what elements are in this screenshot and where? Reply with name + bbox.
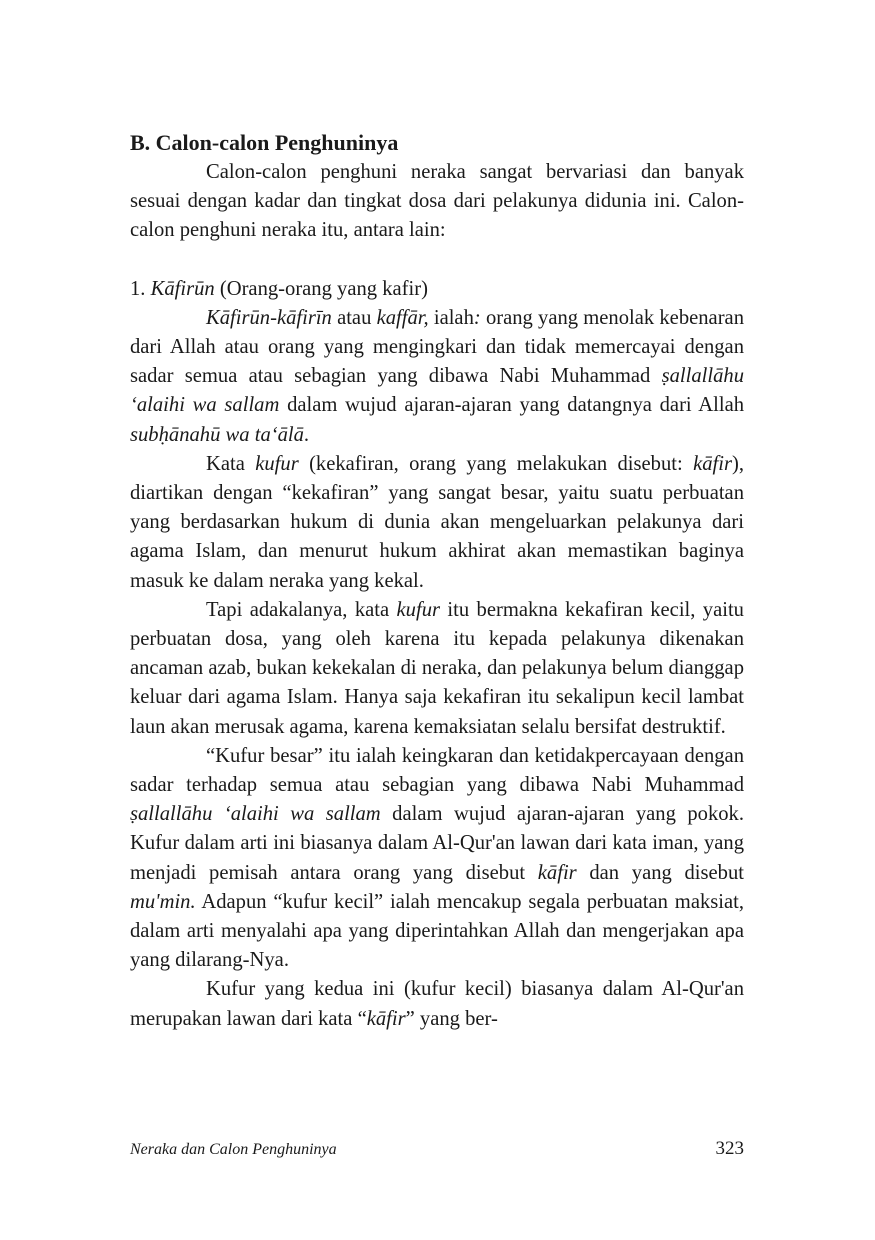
text-span: Kufur yang kedua ini (kufur kecil) biasanya dalam Al-Qur'an merupakan lawan dari kata “ — [130, 978, 744, 1030]
text-span: dalam wujud ajaran-ajaran yang pokok. Kufur dalam arti ini biasanya dalam Al-Qur'an lawan dari kata iman, yang menjadi pemisah antara orang yang disebut — [130, 803, 744, 884]
kufur-paragraph — [130, 450, 744, 596]
text-span: orang yang menolak kebenaran dari Allah atau orang yang mengingkari dan tidak memercayai dengan sadar semua atau sebagian yang dibawa Nabi Muhammad — [130, 306, 744, 388]
item-gloss: (Orang-orang yang kafir) — [214, 277, 428, 300]
text-span: itu bermakna kekafiran kecil, yaitu perbuatan dosa, yang oleh karena itu kepada pelakunya dikenakan ancaman azab, bukan kekekalan di neraka, dan pelakunya belum dianggap keluar dari agama Islam. Hanya saja kekafiran itu sekalipun kecil lambat laun akan merusak agama, karena kemaksiatan selalu bersifat destruktif. — [130, 598, 744, 738]
term-kaffar: kaffār, — [376, 306, 429, 329]
list-item-title — [130, 275, 744, 304]
term-subhanahu: subḥānahū wa ta‘ālā — [130, 423, 304, 446]
term-kafir: kāfir — [693, 452, 732, 475]
running-footer-title: Neraka dan Calon Penghuninya — [130, 1141, 337, 1158]
kufur-kecil-paragraph — [130, 596, 744, 742]
text-span: Kata — [206, 452, 256, 475]
term-salawat: ṣallallāhu ‘alaihi wa sallam — [130, 365, 744, 417]
closing-paragraph — [130, 975, 744, 1033]
paragraph-gap — [130, 246, 744, 275]
section-heading: B. Calon-calon Penghuninya — [130, 130, 399, 155]
text-span: atau — [331, 306, 377, 329]
page-footer — [130, 1138, 744, 1160]
text-span: dan yang disebut — [576, 861, 744, 884]
term-kufur: kufur — [396, 598, 441, 621]
text-span: : — [473, 306, 481, 329]
term-salawat: ṣallallāhu ‘alaihi wa sallam — [130, 803, 381, 826]
term-mumin: mu'min. — [130, 890, 196, 913]
text-span: “Kufur besar” itu ialah keingkaran dan ketidakpercayaan dengan sadar terhadap semua atau sebagian yang dibawa Nabi Muhammad — [130, 744, 744, 797]
intro-paragraph: Calon-calon penghuni neraka sangat bervariasi dan banyak sesuai dengan kadar dan tingkat dosa dari pelakunya didunia ini. Calon-calon penghuni neraka itu, antara lain: — [130, 161, 744, 242]
text-span: ), diartikan dengan “kekafiran” yang sangat besar, yaitu suatu perbuatan yang berdasarkan hukum di dunia akan mengeluarkan pelakunya dari agama Islam, dan menurut hukum akhirat akan memastikan baginya masuk ke dalam neraka yang kekal. — [130, 452, 744, 592]
item-number: 1. — [130, 277, 151, 300]
term-kafir: kāfir — [366, 1007, 406, 1030]
term-kafirun: Kāfirūn-kāfirīn — [206, 306, 332, 329]
text-span: ” yang ber- — [405, 1007, 498, 1030]
text-span: . — [303, 423, 310, 446]
page-body — [130, 128, 744, 1034]
page-number: 323 — [715, 1138, 744, 1159]
text-span: dalam wujud ajaran-ajaran yang datangnya dari Allah — [279, 394, 745, 417]
definition-paragraph — [130, 304, 744, 450]
text-span: (kekafiran, orang yang melakukan disebut: — [298, 452, 694, 475]
term-kafir: kāfir — [537, 861, 577, 884]
text-span: Adapun “kufur kecil” ialah mencakup segala perbuatan maksiat, dalam arti menyalahi apa yang diperintahkan Allah dan mengerjakan apa yang dilarang-Nya. — [130, 890, 744, 972]
kufur-besar-paragraph — [130, 742, 744, 976]
term-kufur: kufur — [255, 452, 299, 475]
item-term: Kāfirūn — [150, 277, 215, 300]
text-span: ialah — [428, 306, 474, 329]
text-span: Tapi adakalanya, kata — [206, 598, 397, 621]
